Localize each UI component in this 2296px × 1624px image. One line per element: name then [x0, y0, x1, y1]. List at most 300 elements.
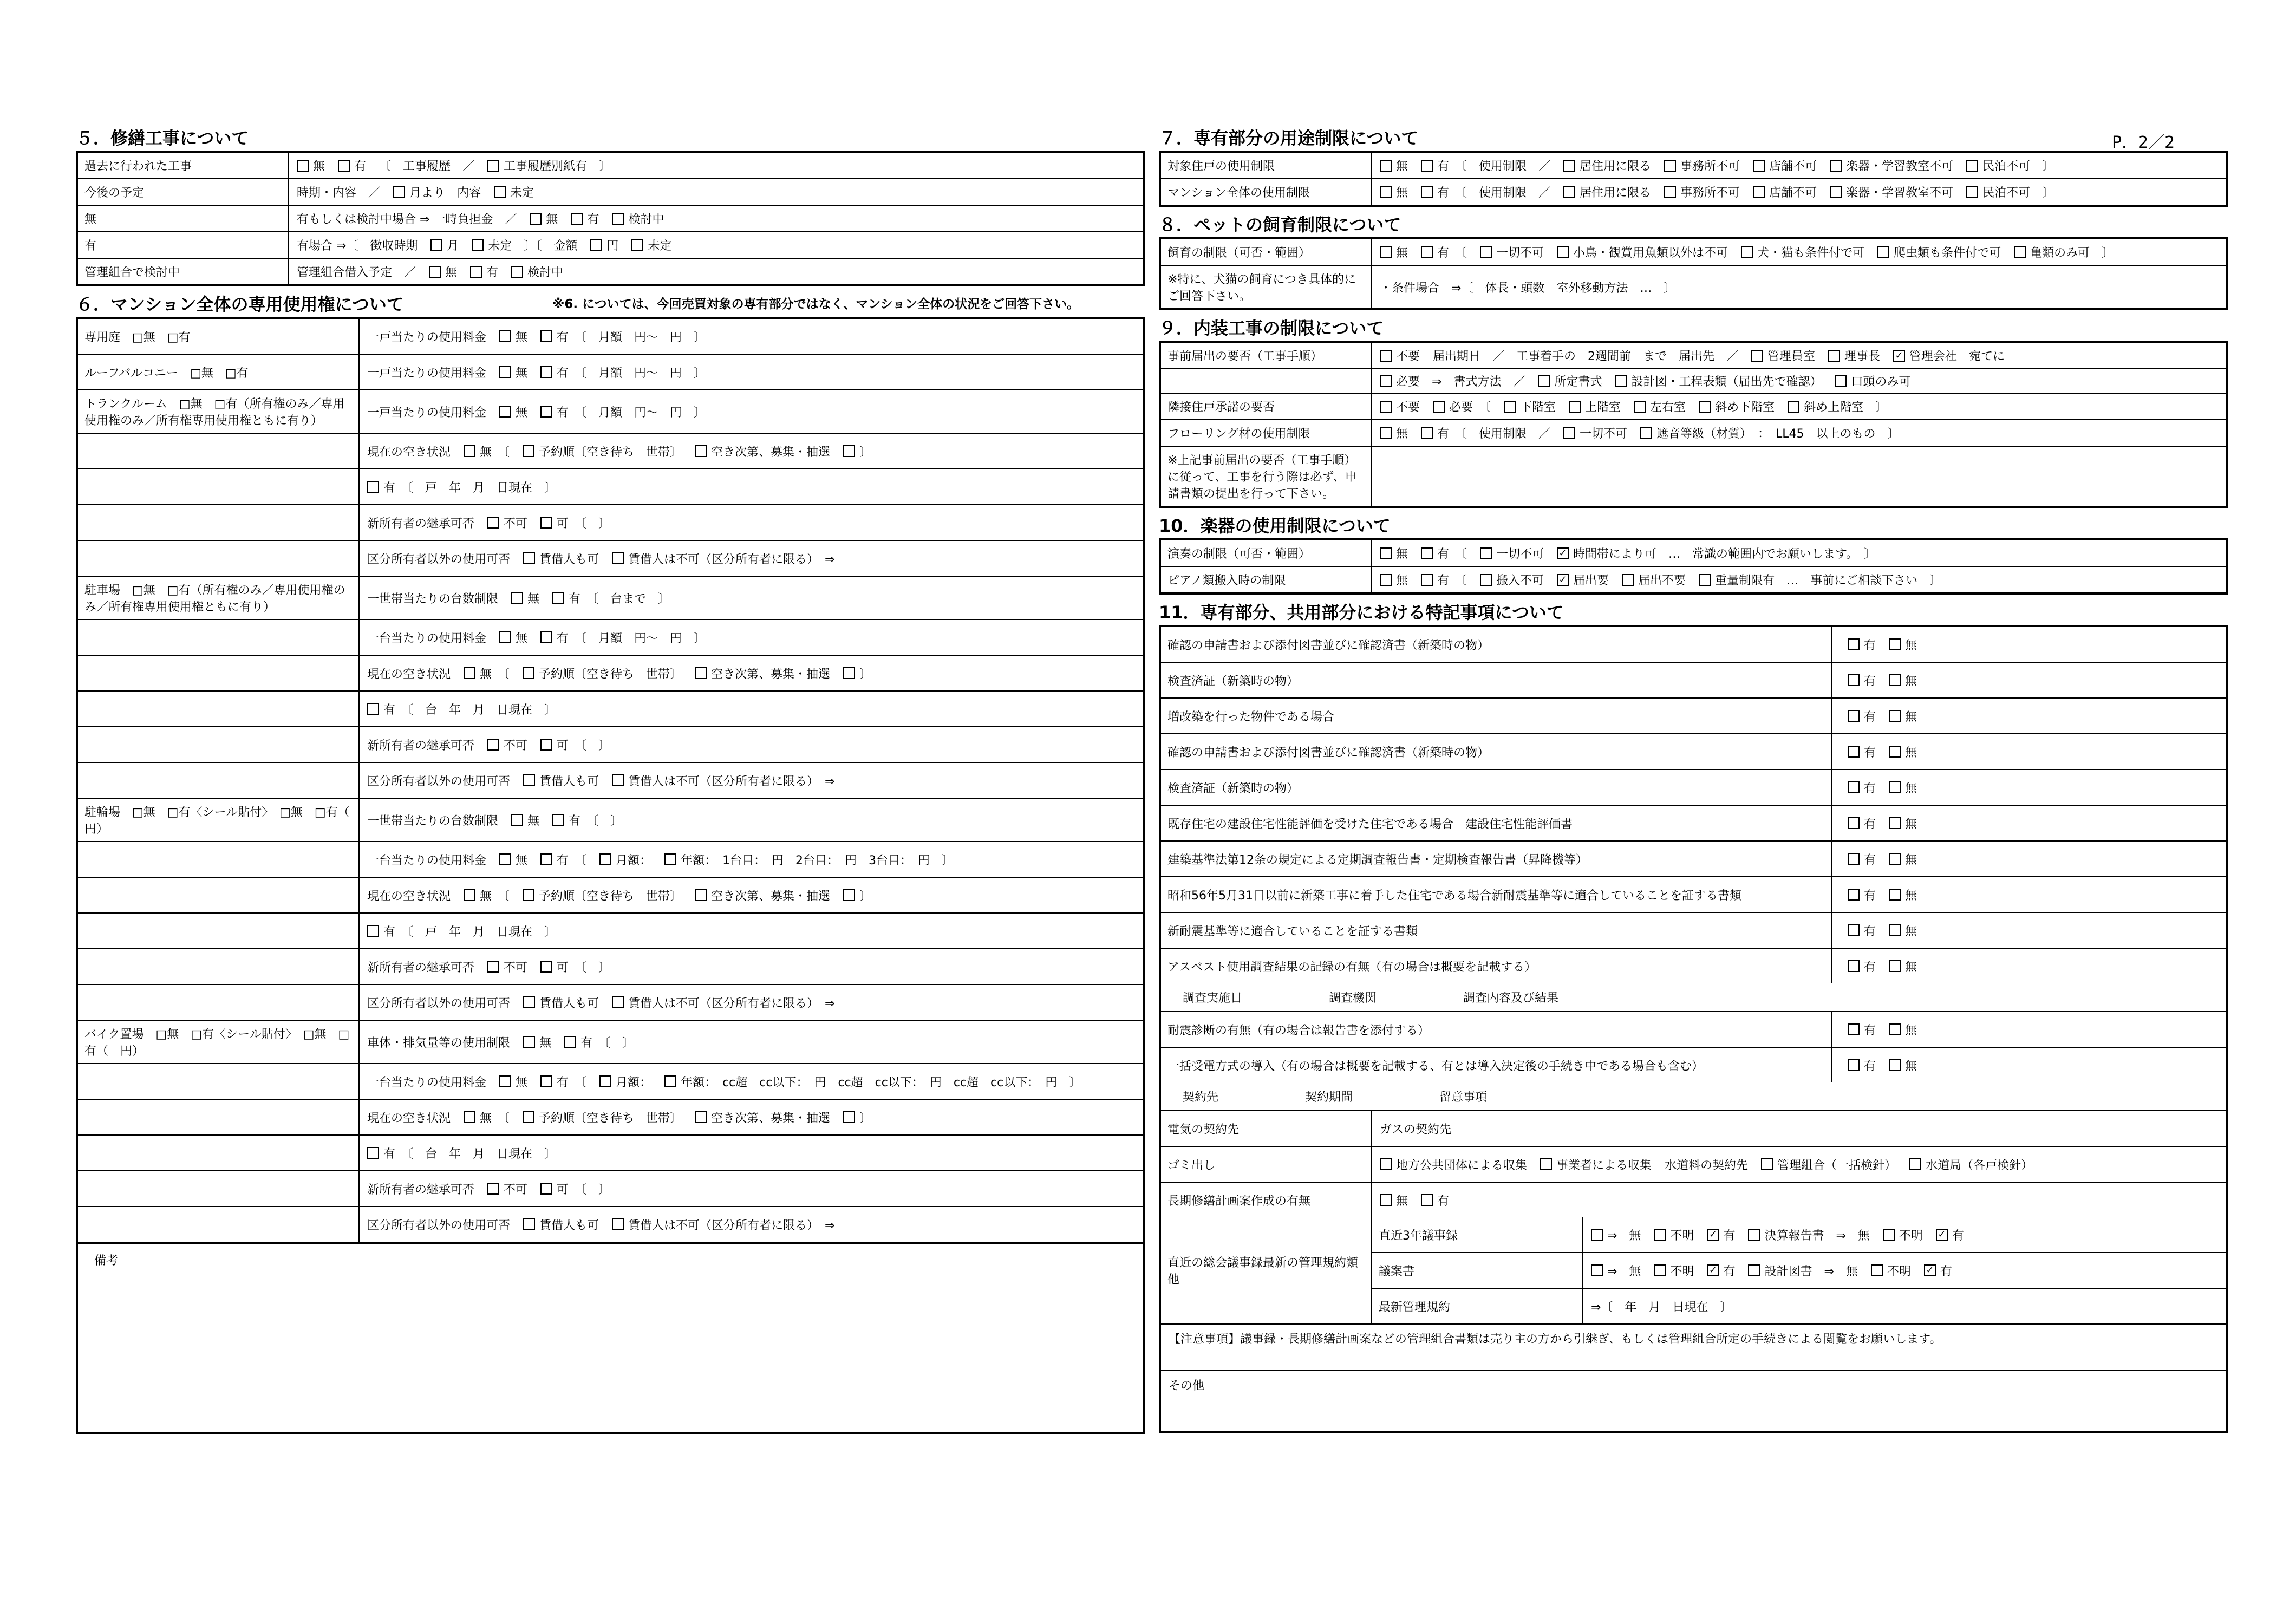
option[interactable]: [367, 701, 556, 718]
option[interactable]: [1889, 1021, 1917, 1038]
option[interactable]: [1421, 545, 1467, 562]
option[interactable]: [1707, 1262, 1735, 1279]
option[interactable]: [1380, 184, 1408, 200]
option[interactable]: [540, 851, 586, 868]
option[interactable]: [1889, 958, 1917, 975]
option[interactable]: [1563, 157, 1651, 174]
checkbox[interactable]: [1848, 1023, 1860, 1035]
checkbox[interactable]: [1966, 160, 1978, 172]
checkbox[interactable]: [1380, 1194, 1392, 1206]
option[interactable]: [1877, 244, 2001, 260]
option[interactable]: [540, 629, 706, 646]
checkbox[interactable]: [664, 1075, 676, 1087]
option[interactable]: [472, 237, 577, 253]
checkbox[interactable]: [1741, 246, 1753, 258]
checkbox[interactable]: [1480, 574, 1492, 586]
option[interactable]: [1848, 1021, 1876, 1038]
option[interactable]: [1748, 1227, 1869, 1243]
option[interactable]: [1421, 184, 1550, 200]
option[interactable]: [1788, 398, 1887, 415]
checkbox[interactable]: [1889, 960, 1901, 972]
option[interactable]: [695, 887, 830, 904]
checkbox[interactable]: [1909, 1158, 1921, 1170]
option[interactable]: [695, 1109, 830, 1126]
checkbox[interactable]: [523, 667, 534, 679]
checkbox[interactable]: [1640, 427, 1652, 439]
option[interactable]: [564, 1034, 634, 1051]
option[interactable]: [494, 184, 534, 200]
option[interactable]: [1664, 184, 1740, 200]
option[interactable]: [470, 263, 498, 280]
option[interactable]: [1380, 1192, 1408, 1209]
checkbox[interactable]: [338, 160, 350, 172]
option[interactable]: [843, 443, 871, 460]
checkbox[interactable]: [487, 517, 499, 529]
option[interactable]: [1433, 398, 1491, 415]
option[interactable]: [487, 736, 527, 753]
option[interactable]: [1380, 1156, 1527, 1173]
checkbox[interactable]: [1748, 1264, 1760, 1276]
option[interactable]: [599, 1073, 651, 1090]
option[interactable]: [843, 665, 871, 682]
checkbox[interactable]: [523, 445, 534, 457]
checkbox[interactable]: [1380, 427, 1392, 439]
option[interactable]: [511, 812, 539, 829]
checkbox[interactable]: [1699, 401, 1711, 413]
option[interactable]: [2014, 244, 2114, 260]
option[interactable]: [1380, 571, 1408, 588]
option[interactable]: [540, 736, 610, 753]
checkbox[interactable]: [695, 889, 707, 901]
checkbox[interactable]: [540, 366, 552, 378]
option[interactable]: [1848, 708, 1876, 725]
checkbox[interactable]: [367, 925, 379, 937]
checkbox[interactable]: [464, 1111, 475, 1123]
option[interactable]: [1828, 347, 1880, 364]
checkbox[interactable]: [590, 239, 602, 251]
checkbox[interactable]: [1421, 160, 1433, 172]
option[interactable]: [552, 590, 670, 606]
option[interactable]: [1421, 157, 1550, 174]
option[interactable]: [664, 851, 954, 868]
option[interactable]: [1591, 1262, 1641, 1279]
option[interactable]: [1909, 1156, 2033, 1173]
option[interactable]: [540, 403, 706, 420]
checkbox[interactable]: [664, 853, 676, 865]
option[interactable]: [1848, 922, 1876, 939]
checkbox[interactable]: [1889, 710, 1901, 722]
checkbox[interactable]: [1654, 1229, 1666, 1241]
checkbox[interactable]: [1848, 960, 1860, 972]
option[interactable]: [1751, 347, 1815, 364]
option[interactable]: [1848, 886, 1876, 903]
option[interactable]: [499, 851, 527, 868]
option[interactable]: [523, 550, 599, 567]
checkbox[interactable]: [1830, 160, 1842, 172]
option[interactable]: [1557, 244, 1728, 260]
checkbox[interactable]: [1761, 1158, 1773, 1170]
option[interactable]: [1654, 1262, 1694, 1279]
option[interactable]: [540, 1181, 610, 1197]
checkbox[interactable]: [1883, 1229, 1895, 1241]
option[interactable]: [1421, 425, 1550, 441]
checkbox[interactable]: [1540, 1158, 1552, 1170]
checkbox[interactable]: [631, 239, 643, 251]
checkbox[interactable]: [695, 667, 707, 679]
checkbox[interactable]: [695, 1111, 707, 1123]
checkbox[interactable]: ✓: [1557, 574, 1569, 586]
option[interactable]: [367, 1145, 556, 1162]
checkbox[interactable]: [612, 213, 624, 225]
checkbox[interactable]: [599, 853, 611, 865]
option[interactable]: [1640, 425, 1900, 441]
checkbox[interactable]: [367, 703, 379, 715]
option[interactable]: [1889, 851, 1917, 868]
option[interactable]: [338, 157, 366, 174]
checkbox[interactable]: [843, 889, 855, 901]
option[interactable]: [499, 364, 527, 381]
checkbox[interactable]: [599, 1075, 611, 1087]
checkbox[interactable]: [1889, 1023, 1901, 1035]
checkbox[interactable]: [552, 592, 564, 604]
option[interactable]: [590, 237, 618, 253]
option[interactable]: [1421, 244, 1467, 260]
checkbox[interactable]: [1380, 350, 1392, 362]
option[interactable]: [1889, 815, 1917, 832]
checkbox[interactable]: [612, 552, 624, 564]
checkbox[interactable]: [1654, 1264, 1666, 1276]
option[interactable]: [1753, 184, 1817, 200]
checkbox[interactable]: [1380, 375, 1392, 387]
option[interactable]: [540, 958, 610, 975]
checkbox[interactable]: [430, 239, 442, 251]
checkbox[interactable]: [523, 996, 535, 1008]
checkbox[interactable]: [487, 160, 499, 172]
option[interactable]: [1883, 1227, 1923, 1243]
option[interactable]: [612, 210, 664, 227]
option[interactable]: [523, 443, 682, 460]
option[interactable]: [1480, 571, 1544, 588]
option[interactable]: [1699, 571, 1941, 588]
checkbox[interactable]: [1828, 350, 1840, 362]
option[interactable]: [523, 1109, 682, 1126]
checkbox[interactable]: [1664, 186, 1676, 198]
option[interactable]: [1380, 347, 1420, 364]
option[interactable]: [1563, 184, 1651, 200]
checkbox[interactable]: [1848, 746, 1860, 758]
option[interactable]: [664, 1073, 1081, 1090]
checkbox[interactable]: [1753, 186, 1765, 198]
checkbox[interactable]: [1591, 1264, 1603, 1276]
checkbox[interactable]: [552, 814, 564, 826]
checkbox[interactable]: [1871, 1264, 1883, 1276]
option[interactable]: [511, 590, 539, 606]
checkbox[interactable]: [487, 961, 499, 973]
checkbox[interactable]: [1380, 401, 1392, 413]
checkbox[interactable]: [1889, 638, 1901, 650]
option[interactable]: [1741, 244, 1864, 260]
checkbox[interactable]: [2014, 246, 2026, 258]
checkbox[interactable]: [1504, 401, 1516, 413]
checkbox[interactable]: [523, 1218, 535, 1230]
option[interactable]: [1421, 1192, 1449, 1209]
checkbox[interactable]: ✓: [1707, 1229, 1719, 1241]
option[interactable]: [1889, 708, 1917, 725]
checkbox[interactable]: [1889, 781, 1901, 793]
option[interactable]: [430, 237, 459, 253]
option[interactable]: [523, 1216, 599, 1233]
option[interactable]: [1761, 1156, 1896, 1173]
option[interactable]: [464, 1109, 510, 1126]
option[interactable]: [612, 550, 834, 567]
option[interactable]: [843, 1109, 871, 1126]
option[interactable]: [464, 887, 510, 904]
option[interactable]: [1889, 922, 1917, 939]
checkbox[interactable]: [1433, 401, 1445, 413]
checkbox[interactable]: [367, 481, 379, 493]
checkbox[interactable]: [393, 186, 405, 198]
option[interactable]: [367, 923, 556, 940]
checkbox[interactable]: [1421, 427, 1433, 439]
option[interactable]: [1848, 1057, 1876, 1074]
option[interactable]: [1924, 1262, 1952, 1279]
option[interactable]: [1966, 157, 2054, 174]
checkbox[interactable]: [1848, 924, 1860, 936]
option[interactable]: [1654, 1227, 1694, 1243]
option[interactable]: [1889, 779, 1917, 796]
checkbox[interactable]: [499, 330, 511, 342]
option[interactable]: [631, 237, 671, 253]
option[interactable]: [297, 157, 325, 174]
checkbox[interactable]: [1480, 547, 1492, 559]
checkbox[interactable]: [540, 1183, 552, 1195]
checkbox[interactable]: [530, 213, 542, 225]
option[interactable]: [487, 958, 527, 975]
option[interactable]: [487, 514, 527, 531]
checkbox[interactable]: [1889, 853, 1901, 865]
checkbox[interactable]: [540, 330, 552, 342]
checkbox[interactable]: [1748, 1229, 1760, 1241]
option[interactable]: [1848, 779, 1876, 796]
option[interactable]: [552, 812, 622, 829]
option[interactable]: [1848, 672, 1876, 689]
checkbox[interactable]: [843, 667, 855, 679]
checkbox[interactable]: [540, 853, 552, 865]
option[interactable]: [612, 772, 834, 789]
checkbox[interactable]: [1848, 853, 1860, 865]
checkbox[interactable]: [1889, 674, 1901, 686]
option[interactable]: [523, 994, 599, 1011]
option[interactable]: [1557, 545, 1876, 562]
checkbox[interactable]: [1591, 1229, 1603, 1241]
checkbox[interactable]: [1622, 574, 1634, 586]
checkbox[interactable]: [1877, 246, 1889, 258]
option[interactable]: [1889, 636, 1917, 653]
checkbox[interactable]: [612, 1218, 624, 1230]
checkbox[interactable]: [1380, 574, 1392, 586]
option[interactable]: [571, 210, 599, 227]
checkbox[interactable]: [1848, 638, 1860, 650]
checkbox[interactable]: [540, 631, 552, 643]
option[interactable]: [1848, 851, 1876, 868]
option[interactable]: [1889, 886, 1917, 903]
option[interactable]: [1538, 373, 1602, 389]
checkbox[interactable]: [487, 739, 499, 751]
option[interactable]: [511, 263, 563, 280]
option[interactable]: [1871, 1262, 1911, 1279]
option[interactable]: [530, 210, 558, 227]
option[interactable]: [1889, 672, 1917, 689]
option[interactable]: [464, 443, 510, 460]
checkbox[interactable]: ✓: [1936, 1229, 1948, 1241]
option[interactable]: [1380, 373, 1525, 389]
option[interactable]: [1699, 398, 1775, 415]
checkbox[interactable]: [1889, 889, 1901, 901]
option[interactable]: [1634, 398, 1686, 415]
checkbox[interactable]: [367, 1147, 379, 1159]
option[interactable]: [367, 479, 556, 495]
checkbox[interactable]: [1664, 160, 1676, 172]
checkbox[interactable]: [1421, 547, 1433, 559]
checkbox[interactable]: [464, 889, 475, 901]
option[interactable]: [695, 665, 830, 682]
checkbox[interactable]: [523, 889, 534, 901]
checkbox[interactable]: [612, 774, 624, 786]
checkbox[interactable]: [523, 1111, 534, 1123]
checkbox[interactable]: [564, 1036, 576, 1048]
option[interactable]: [1707, 1227, 1735, 1243]
checkbox[interactable]: [297, 160, 309, 172]
option[interactable]: [1480, 545, 1544, 562]
checkbox[interactable]: [1615, 375, 1627, 387]
checkbox[interactable]: ✓: [1893, 350, 1905, 362]
option[interactable]: [843, 887, 871, 904]
checkbox[interactable]: [1380, 186, 1392, 198]
checkbox[interactable]: [1563, 160, 1575, 172]
option[interactable]: [1380, 244, 1408, 260]
checkbox[interactable]: [695, 445, 707, 457]
checkbox[interactable]: [464, 445, 475, 457]
option[interactable]: [464, 665, 510, 682]
checkbox[interactable]: [499, 366, 511, 378]
option[interactable]: [1936, 1227, 1964, 1243]
option[interactable]: [1380, 398, 1420, 415]
checkbox[interactable]: [1569, 401, 1581, 413]
checkbox[interactable]: [1480, 246, 1492, 258]
option[interactable]: [499, 1073, 527, 1090]
option[interactable]: [523, 772, 599, 789]
option[interactable]: [1380, 157, 1408, 174]
checkbox[interactable]: [1835, 375, 1847, 387]
option[interactable]: [1615, 373, 1822, 389]
checkbox[interactable]: [511, 592, 523, 604]
option[interactable]: [1848, 958, 1876, 975]
checkbox[interactable]: [540, 517, 552, 529]
option[interactable]: [540, 514, 610, 531]
checkbox[interactable]: ✓: [1924, 1264, 1936, 1276]
option[interactable]: [1622, 571, 1686, 588]
option[interactable]: [540, 364, 706, 381]
option[interactable]: [1504, 398, 1556, 415]
checkbox[interactable]: [1848, 710, 1860, 722]
checkbox[interactable]: [1699, 574, 1711, 586]
checkbox[interactable]: [499, 1075, 511, 1087]
checkbox[interactable]: [470, 266, 482, 278]
option[interactable]: [499, 328, 527, 345]
checkbox[interactable]: [487, 1183, 499, 1195]
checkbox[interactable]: [843, 445, 855, 457]
checkbox[interactable]: [1848, 817, 1860, 829]
checkbox[interactable]: [1848, 674, 1860, 686]
checkbox[interactable]: [499, 631, 511, 643]
checkbox[interactable]: [1848, 1059, 1860, 1071]
checkbox[interactable]: [511, 814, 523, 826]
option[interactable]: [523, 665, 682, 682]
option[interactable]: [1380, 545, 1408, 562]
checkbox[interactable]: [1751, 350, 1763, 362]
checkbox[interactable]: [1966, 186, 1978, 198]
option[interactable]: [523, 1034, 551, 1051]
option[interactable]: [1563, 425, 1627, 441]
option[interactable]: [1380, 425, 1408, 441]
option[interactable]: [1848, 743, 1876, 760]
checkbox[interactable]: [499, 406, 511, 418]
option[interactable]: [1830, 157, 1953, 174]
checkbox[interactable]: [1380, 246, 1392, 258]
checkbox[interactable]: [1889, 817, 1901, 829]
option[interactable]: [1830, 184, 1953, 200]
option[interactable]: [1835, 373, 1910, 389]
option[interactable]: [612, 1216, 834, 1233]
checkbox[interactable]: [1563, 186, 1575, 198]
checkbox[interactable]: [1557, 246, 1569, 258]
option[interactable]: [523, 887, 682, 904]
option[interactable]: [499, 403, 527, 420]
option[interactable]: [1753, 157, 1817, 174]
checkbox[interactable]: [1421, 1194, 1433, 1206]
checkbox[interactable]: [612, 996, 624, 1008]
checkbox[interactable]: [1889, 924, 1901, 936]
option[interactable]: [1848, 636, 1876, 653]
option[interactable]: [695, 443, 830, 460]
checkbox[interactable]: [1848, 889, 1860, 901]
option[interactable]: [1848, 815, 1876, 832]
option[interactable]: [540, 328, 706, 345]
checkbox[interactable]: [1634, 401, 1646, 413]
option[interactable]: [1966, 184, 2054, 200]
option[interactable]: [429, 263, 457, 280]
option[interactable]: [1569, 398, 1621, 415]
checkbox[interactable]: [540, 406, 552, 418]
checkbox[interactable]: ✓: [1557, 547, 1569, 559]
checkbox[interactable]: [1421, 186, 1433, 198]
checkbox[interactable]: [1889, 1059, 1901, 1071]
checkbox[interactable]: [1380, 160, 1392, 172]
option[interactable]: [540, 1073, 586, 1090]
checkbox[interactable]: [1380, 547, 1392, 559]
checkbox[interactable]: [1538, 375, 1550, 387]
checkbox[interactable]: [1830, 186, 1842, 198]
option[interactable]: [1557, 571, 1609, 588]
checkbox[interactable]: [464, 667, 475, 679]
option[interactable]: [1889, 1057, 1917, 1074]
checkbox[interactable]: [499, 853, 511, 865]
option[interactable]: [1748, 1262, 1857, 1279]
option[interactable]: [1893, 347, 2005, 364]
checkbox[interactable]: [843, 1111, 855, 1123]
option[interactable]: [1480, 244, 1544, 260]
option[interactable]: [487, 1181, 527, 1197]
